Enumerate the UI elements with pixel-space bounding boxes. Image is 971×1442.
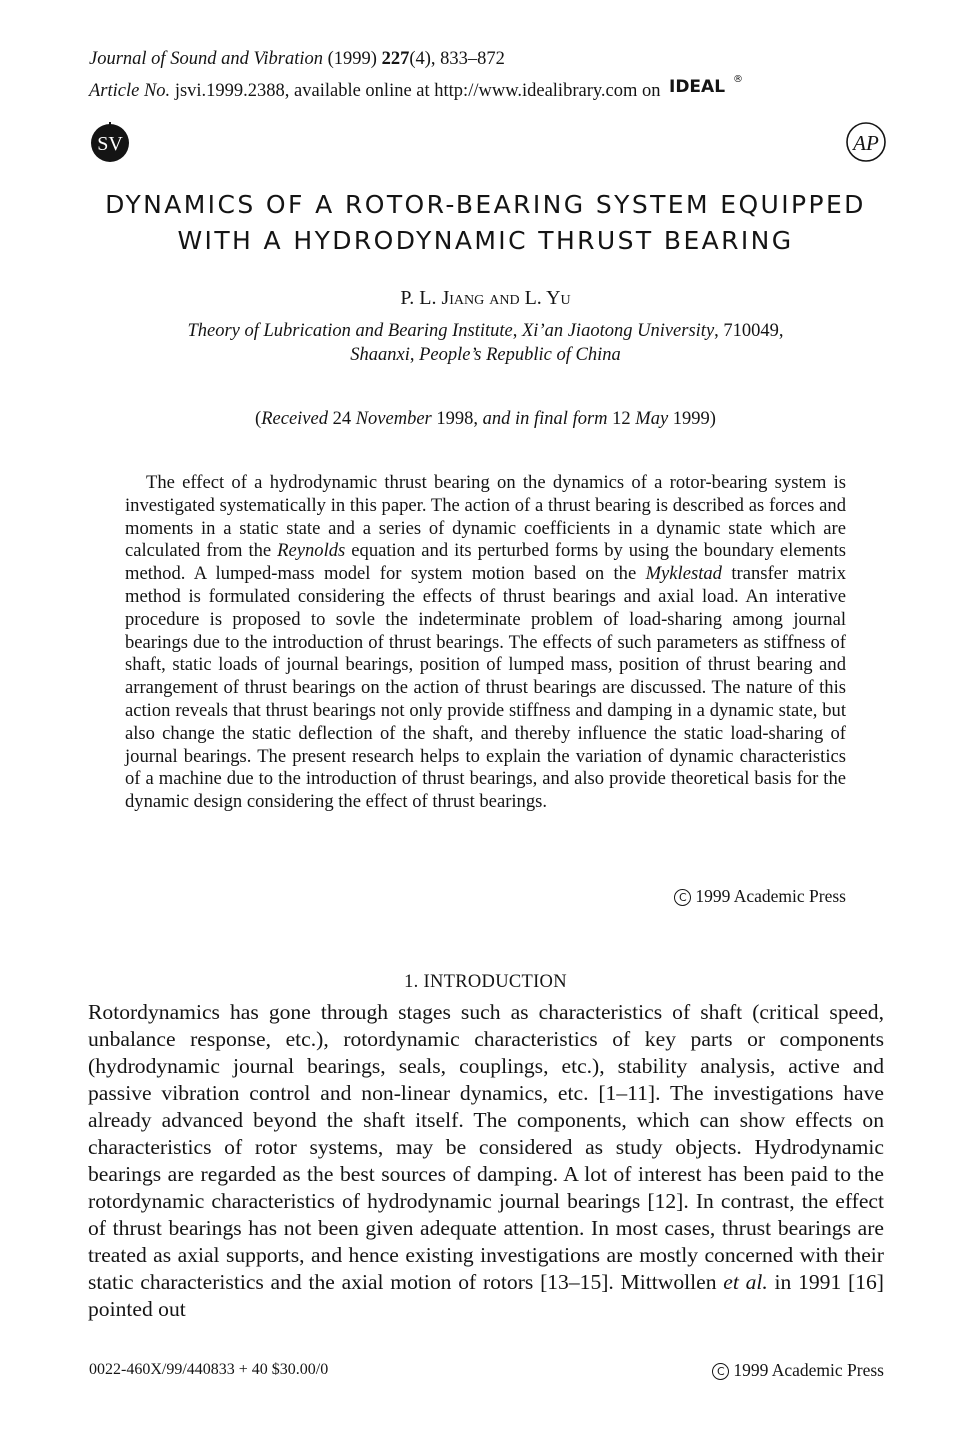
paper-title-line-1: DYNAMICS OF A ROTOR-BEARING SYSTEM EQUIPPED bbox=[105, 190, 866, 219]
journal-year: (1999) bbox=[323, 49, 382, 69]
abstract-text-1: The effect of a hydrodynamic thrust bearing on the dynamics of a rotor-bearing system is investigated systematically in this paper. The action of a thrust bearing is described as forces and moments in a static state and a series of dynamic coefficients in a dynamic state which are calculated from the bbox=[125, 472, 846, 562]
received-year: 1998, bbox=[431, 409, 483, 429]
abstract-copyright bbox=[600, 885, 846, 907]
affiliation-line-2: Shaanxi, People’s Republic of China bbox=[350, 345, 621, 365]
affiliation-province: Shaanxi bbox=[350, 345, 410, 365]
journal-citation bbox=[89, 47, 505, 71]
abstract-copyright-text: 1999 Academic Press bbox=[695, 886, 846, 906]
intro-text-2: in 1991 [16] pointed out bbox=[88, 1270, 884, 1321]
abstract-text-3: transfer matrix method is formulated considering the effects of thrust bearings and axial load. An interative procedure is proposed to sovle the indeterminate problem of load-sharing among journal bearings due to the introduction of thrust bearings. The effects of such parameters as stiffness of shaft, static loads of journal bearings, position of lumped mass, position of thrust bearing and arrangement of thrust bearings on the action of thrust bearings are discussed. The nature of this action reveals that thrust bearings not only provide stiffness and damping in a dynamic state, but also change the static deflection of the shaft, and thereby influence the static load-sharing of journal bearings. The present research helps to explain the variation of dynamic characteristics of a machine due to the introduction of thrust bearings, and also provide theoretical basis for the dynamic design considering the effect of thrust bearings. bbox=[125, 563, 846, 813]
intro-text-1: Rotordynamics has gone through stages such as characteristics of shaft (critical speed, unbalance response, etc.), rotordynamic characteristics of key parts or components (hydrodynamic journal bearings, seals, couplings, etc.), stability analysis, active and passive vibration control and non-linear dynamics, etc. [1–11]. The investigations have already advanced beyond the shaft itself. The components, which can show effects on characteristics of rotor systems, may be considered as study objects. Hydrodynamic bearings are regarded as the best sources of damping. A lot of interest has been paid to the rotordynamic characteristics of hydrodynamic journal bearings [12]. In contrast, the effect of thrust bearings has not been given adequate attention. In most cases, thrust bearings are treated as axial supports, and hence existing investigations are mostly concerned with their static characteristics and the axial motion of rotors [13–15]. Mittwollen bbox=[88, 1000, 884, 1294]
abstract bbox=[125, 472, 846, 814]
journal-issue-pages: (4), 833–872 bbox=[409, 49, 505, 69]
affiliation-postcode: , 710049, bbox=[714, 321, 784, 341]
ideal-logo-graphic bbox=[669, 73, 743, 99]
intro-paragraph bbox=[88, 999, 884, 1323]
received-label: Received bbox=[261, 409, 328, 429]
final-month: May bbox=[635, 409, 669, 429]
article-info bbox=[89, 73, 743, 106]
affiliation-line-1: Theory of Lubrication and Bearing Institute, Xi’an Jiaotong University, 710049, bbox=[187, 321, 784, 341]
final-year: 1999) bbox=[668, 409, 716, 429]
article-text: jsvi.1999.2388, available online at http://www.idealibrary.com on bbox=[170, 81, 661, 101]
ap-logo-text: AP bbox=[853, 131, 879, 155]
ideal-registered-mark: ® bbox=[733, 74, 744, 85]
received-month: November bbox=[355, 409, 432, 429]
ideal-logo bbox=[669, 73, 743, 106]
final-form-label: and in final form bbox=[482, 409, 608, 429]
affiliation-country: People’s Republic of China bbox=[419, 345, 621, 365]
abstract-text-2: equation and its perturbed forms by using the boundary elements method. A lumped-mass model for system motion based on the bbox=[125, 540, 846, 585]
footer-code: 0022-460X/99/440833 + 40 $30.00/0 bbox=[89, 1361, 329, 1378]
received-dates bbox=[60, 407, 911, 431]
journal-name: Journal of Sound and Vibration bbox=[89, 49, 323, 69]
author-1-initials: P. L. J bbox=[400, 287, 450, 309]
article-label: Article No. bbox=[89, 81, 171, 101]
received-open-paren: ( bbox=[255, 409, 262, 429]
author-2-surname-rest: u bbox=[560, 287, 571, 309]
received-day: 24 bbox=[327, 409, 356, 429]
authors bbox=[60, 285, 911, 311]
affiliation-university: Xi’an Jiaotong University bbox=[522, 321, 715, 341]
author-2-initials: L. Y bbox=[524, 287, 561, 309]
ideal-logo-text: IDEAL bbox=[669, 77, 726, 97]
intro-etal: et al. bbox=[723, 1270, 768, 1294]
footer-copyright-icon: C bbox=[712, 1363, 729, 1380]
final-day: 12 bbox=[607, 409, 636, 429]
abstract-myklestad: Myklestad bbox=[645, 563, 722, 585]
abstract-reynolds: Reynolds bbox=[277, 540, 346, 562]
sv-publisher-logo bbox=[90, 120, 130, 164]
author-1-surname-rest: iang bbox=[449, 287, 485, 309]
paper-title-line-2: WITH A HYDRODYNAMIC THRUST BEARING bbox=[177, 226, 794, 255]
ap-publisher-logo bbox=[845, 121, 887, 163]
footer-copyright bbox=[640, 1359, 884, 1381]
footer-copyright-text: 1999 Academic Press bbox=[733, 1360, 884, 1380]
sv-logo-text: SV bbox=[97, 133, 123, 155]
section-heading: 1. INTRODUCTION bbox=[404, 972, 567, 992]
author-conjunction: and bbox=[484, 287, 525, 309]
journal-volume: 227 bbox=[381, 49, 410, 69]
affiliation-institute: Theory of Lubrication and Bearing Institute bbox=[187, 321, 513, 341]
copyright-icon: C bbox=[674, 889, 691, 906]
